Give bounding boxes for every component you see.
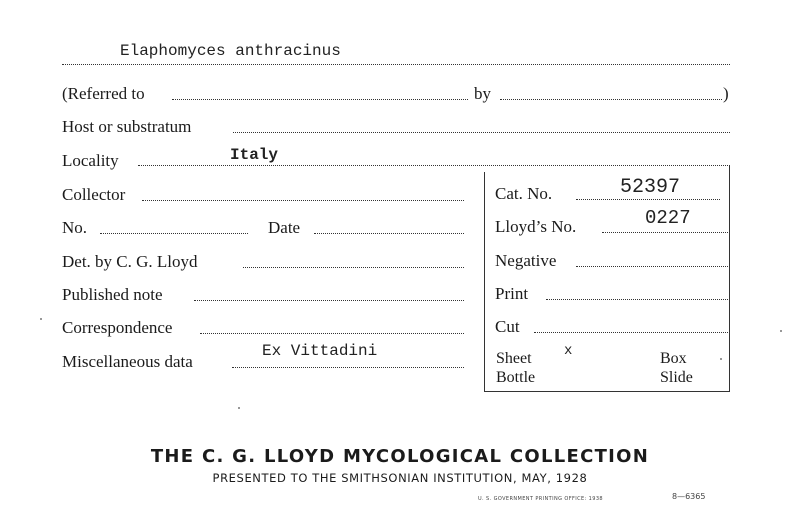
cat-no-line [576,199,720,200]
slide-label: Slide [660,369,693,386]
cat-no-label: Cat. No. [495,184,553,203]
date-label: Date [268,218,301,237]
det-line [243,267,464,268]
bottle-label: Bottle [496,369,536,386]
box-left-border [484,172,485,392]
negative-line [576,266,728,267]
footer-title: THE C. G. LLOYD MYCOLOGICAL COLLECTION [150,446,650,467]
date-line [314,233,464,234]
lloyds-no-label: Lloyd’s No. [495,217,577,236]
scan-speck [238,407,240,409]
misc-value: Ex Vittadini [262,342,378,360]
cut-line [534,332,728,333]
host-label: Host or substratum [62,117,192,136]
cut-label: Cut [495,317,520,336]
printing-office-note: U. S. GOVERNMENT PRINTING OFFICE: 1938 [478,496,604,502]
misc-line [232,367,464,368]
specimen-name-line [62,64,730,65]
locality-label: Locality [62,151,119,170]
by-line [500,99,722,100]
published-label: Published note [62,285,163,304]
box-bottom-border [484,391,730,392]
negative-label: Negative [495,251,557,270]
box-label: Box [660,350,687,367]
footer-subtitle: PRESENTED TO THE SMITHSONIAN INSTITUTION, MAY, 1928 [212,471,588,485]
sheet-label: Sheet [496,350,532,367]
box-right-border [729,166,730,392]
no-line [100,233,248,234]
close-paren: ) [723,84,729,103]
collector-label: Collector [62,185,126,204]
correspondence-line [200,333,464,334]
cat-no-value: 52397 [620,176,681,199]
lloyds-no-value: 0227 [645,207,691,229]
det-label: Det. by C. G. Lloyd [62,252,198,271]
misc-label: Miscellaneous data [62,352,193,371]
print-line [546,299,728,300]
scan-speck [40,318,42,320]
host-line [233,132,730,133]
form-number: 8—6365 [672,492,706,501]
sheet-mark: x [564,343,573,359]
scan-speck [780,330,782,332]
published-line [194,300,464,301]
lloyds-no-line [602,232,728,233]
correspondence-label: Correspondence [62,318,173,337]
locality-value: Italy [230,146,279,164]
referred-to-label: (Referred to [62,84,145,103]
collector-line [142,200,464,201]
by-label: by [474,84,491,103]
locality-line [138,165,730,166]
specimen-name: Elaphomyces anthracinus [120,42,341,60]
scan-speck [720,358,722,360]
no-label: No. [62,218,88,237]
print-label: Print [495,284,529,303]
referred-to-line [172,99,468,100]
